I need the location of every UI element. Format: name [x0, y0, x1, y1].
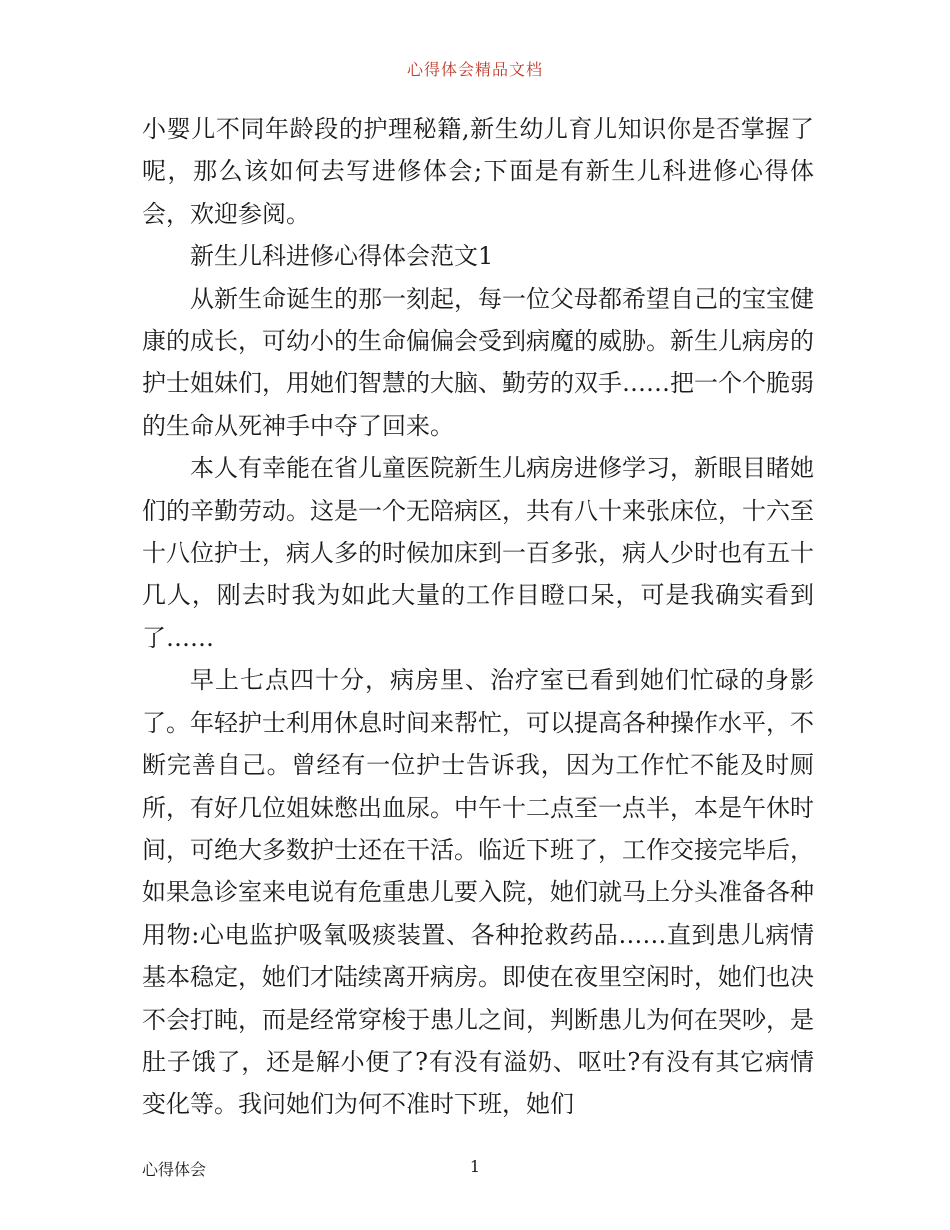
document-body: [142, 108, 814, 1126]
intro-paragraph: 小婴儿不同年龄段的护理秘籍,新生幼儿育儿知识你是否掌握了呢，那么该如何去写进修体会;下面是有新生儿科进修心得体会，欢迎参阅。: [142, 115, 814, 228]
body-paragraph: 从新生命诞生的那一刻起，每一位父母都希望自己的宝宝健康的成长，可幼小的生命偏偏会受到病魔的威胁。新生儿病房的护士姐妹们，用她们智慧的大脑、勤劳的双手……把一个个脆弱的生命从死神手中夺了回来。: [142, 284, 814, 440]
footer-label: 心得体会: [142, 1160, 207, 1179]
page-number: 1: [469, 1157, 481, 1176]
body-paragraph: 早上七点四十分，病房里、治疗室已看到她们忙碌的身影了。年轻护士利用休息时间来帮忙，可以提高各种操作水平，不断完善自己。曾经有一位护士告诉我，因为工作忙不能及时厕所，有好几位姐妹憋出血尿。中午十二点至一点半，本是午休时间，可绝大多数护士还在干活。临近下班了，工作交接完毕后，如果急诊室来电说有危重患儿要入院，她们就马上分头准备各种用物:心电监护吸氧吸痰装置、各种抢救药品……直到患儿病情基本稳定，她们才陆续离开病房。即使在夜里空闲时，她们也决不会打盹，而是经常穿梭于患儿之间，判断患儿为何在哭吵，是肚子饿了，还是解小便了?有没有溢奶、呕吐?有没有其它病情变化等。我问她们为何不准时下班，她们: [142, 666, 814, 1119]
page-header-title: 心得体会精品文档: [406, 60, 543, 79]
body-paragraph: 本人有幸能在省儿童医院新生儿病房进修学习，新眼目睹她们的辛勤劳动。这是一个无陪病区，共有八十来张床位，十六至十八位护士，病人多的时候加床到一百多张，病人少时也有五十几人，刚去时我为如此大量的工作目瞪口呆，可是我确实看到了……: [142, 454, 814, 652]
section-heading: 新生儿科进修心得体会范文1: [190, 242, 494, 271]
